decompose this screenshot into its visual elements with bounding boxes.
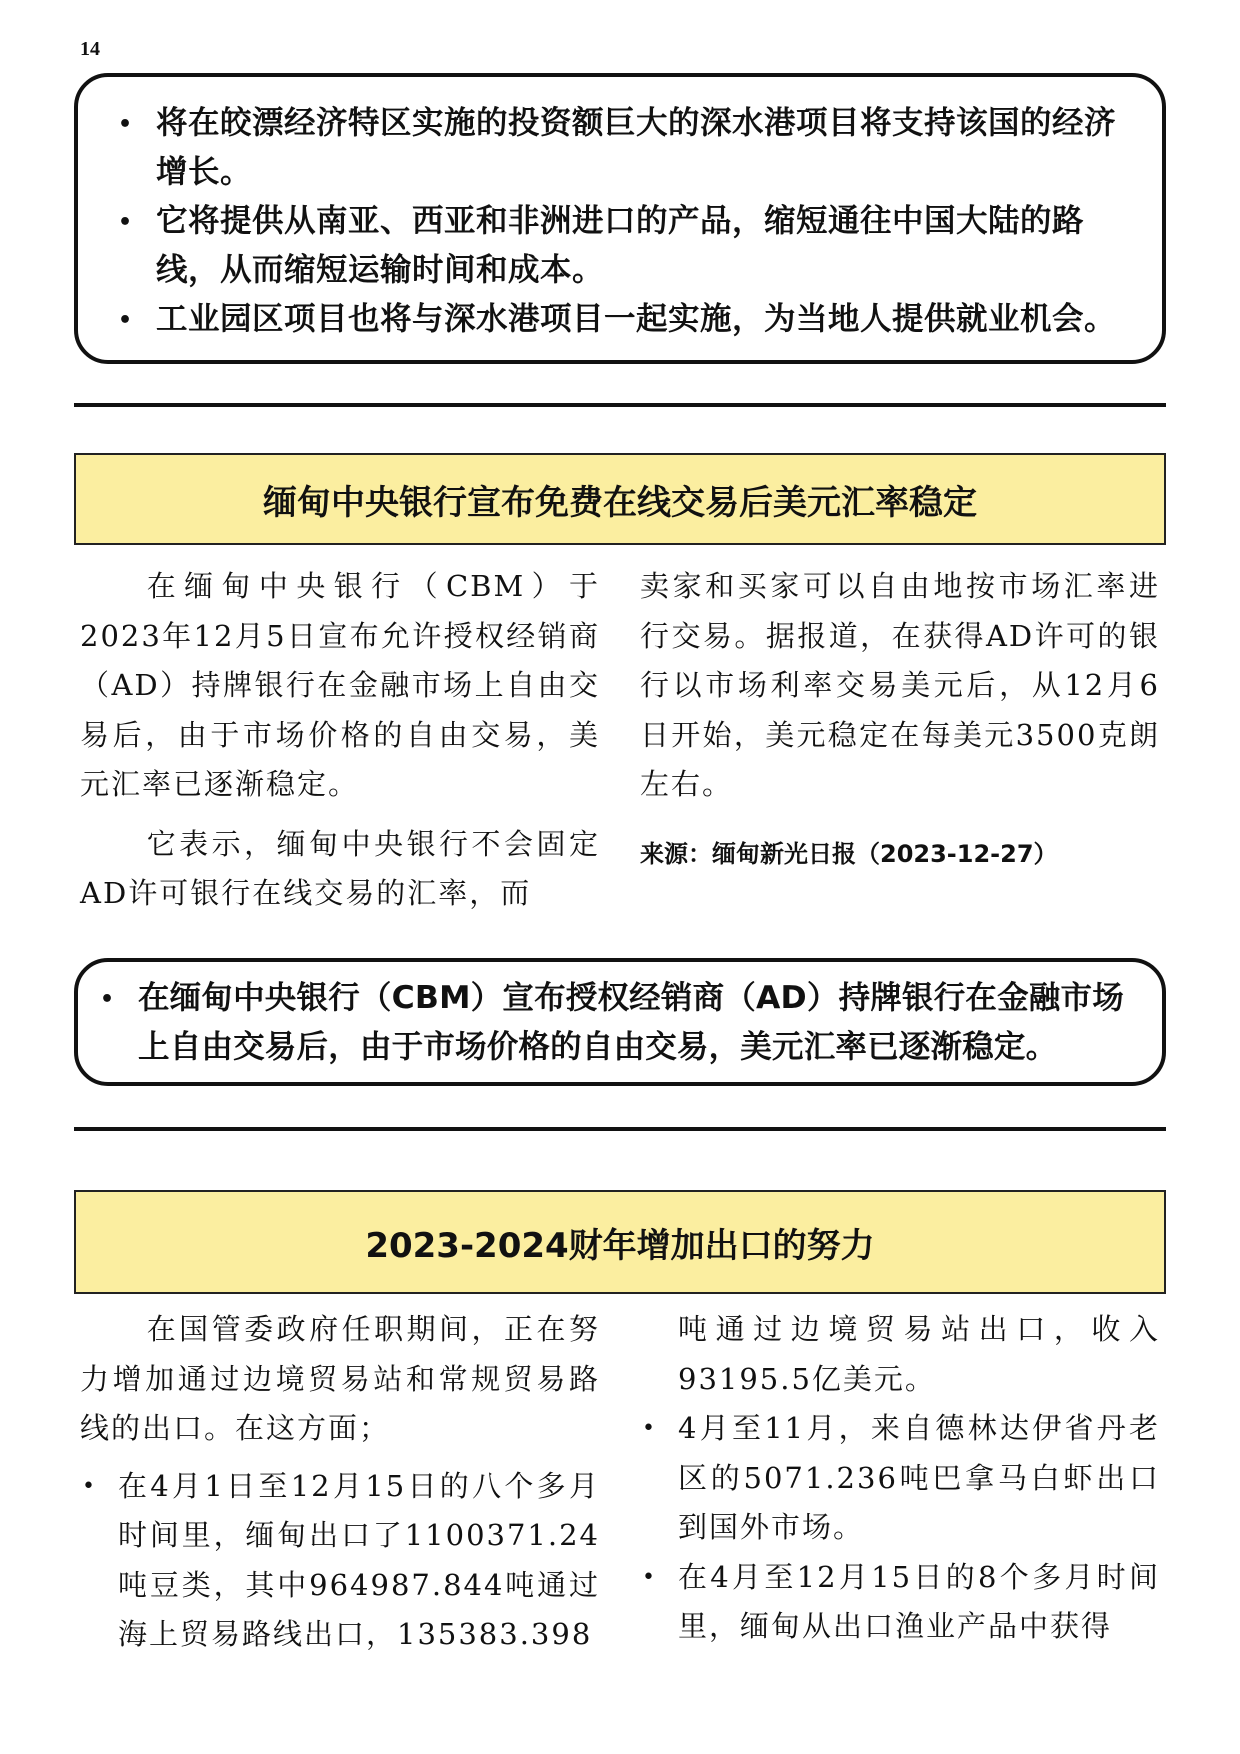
article-column-left xyxy=(80,1305,600,1660)
list-item: • 4月至11月，来自德林达伊省丹老区的5071.236吨巴拿马白虾出口到国外市场。 xyxy=(640,1404,1160,1553)
list-item: • 在4月至12月15日的8个多月时间里，缅甸从出口渔业产品中获得 xyxy=(640,1553,1160,1652)
article-column-right xyxy=(640,562,1160,879)
summary-callout-mid xyxy=(74,958,1166,1086)
callout-bullet: • 它将提供从南亚、西亚和非洲进口的产品，缩短通往中国大陆的路线，从而缩短运输时间和成本。 xyxy=(100,197,1142,295)
page-number: 14 xyxy=(80,38,100,60)
summary-callout-top xyxy=(74,73,1166,364)
article-paragraph: 在缅甸中央银行（CBM）于2023年12月5日宣布允许授权经销商（AD）持牌银行在金融市场上自由交易后，由于市场价格的自由交易，美元汇率已逐渐稳定。 xyxy=(80,569,600,801)
article-headline: 缅甸中央银行宣布免费在线交易后美元汇率稳定 xyxy=(74,453,1166,545)
article-paragraph: 它表示，缅甸中央银行不会固定AD许可银行在线交易的汇率，而 xyxy=(80,826,600,910)
list-item: • 在4月1日至12月15日的八个多月时间里，缅甸出口了1100371.24吨豆类，其中964987.844吨通过海上贸易路线出口，135383.398 xyxy=(80,1462,600,1660)
article-column-left xyxy=(80,562,600,919)
article-paragraph: 在国管委政府任职期间，正在努力增加通过边境贸易站和常规贸易路线的出口。在这方面； xyxy=(80,1312,600,1445)
section-divider xyxy=(74,403,1166,407)
article-paragraph: 卖家和买家可以自由地按市场汇率进行交易。据报道，在获得AD许可的银行以市场利率交易美元后，从12月6日开始，美元稳定在每美元3500克朗左右。 xyxy=(640,569,1160,801)
callout-bullet: • 将在皎漂经济特区实施的投资额巨大的深水港项目将支持该国的经济增长。 xyxy=(100,99,1142,197)
source-citation: 来源：缅甸新光日报（2023-12-27） xyxy=(640,839,1058,868)
list-item-continuation: 吨通过边境贸易站出口，收入93195.5亿美元。 xyxy=(678,1312,1160,1396)
callout-bullet: • 工业园区项目也将与深水港项目一起实施，为当地人提供就业机会。 xyxy=(100,295,1142,344)
section-divider xyxy=(74,1127,1166,1131)
article-column-right xyxy=(640,1305,1160,1652)
article-headline: 2023-2024财年增加出口的努力 xyxy=(74,1190,1166,1294)
callout-bullet: • 在缅甸中央银行（CBM）宣布授权经销商（AD）持牌银行在金融市场上自由交易后，由于市场价格的自由交易，美元汇率已逐渐稳定。 xyxy=(88,974,1150,1072)
